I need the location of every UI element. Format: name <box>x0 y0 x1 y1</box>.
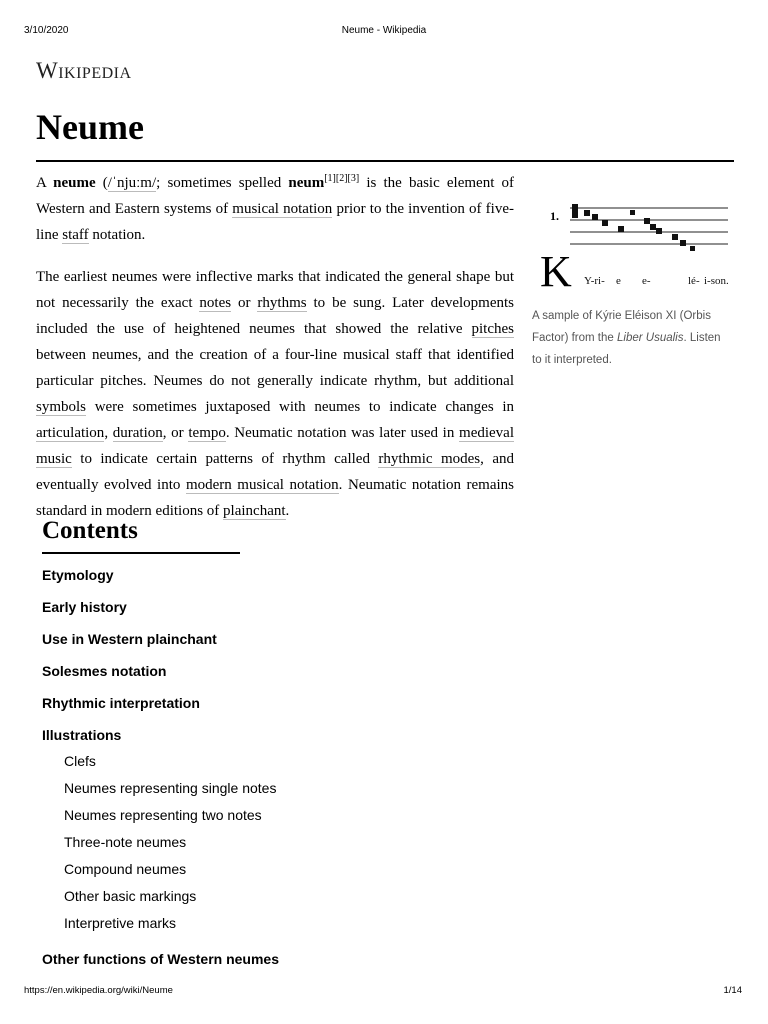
figure-caption: A sample of Kýrie Eléison XI (Orbis Factor) from the Liber Usualis. Listen to it interpreted. <box>532 310 721 366</box>
toc-item-use-in-western-plainchant[interactable]: Use in Western plainchant <box>42 631 217 647</box>
wikipedia-wordmark[interactable]: Wikipedia <box>36 58 132 83</box>
lyric-syllable: Y-ri- <box>584 275 605 287</box>
print-url: https://en.wikipedia.org/wiki/Neume <box>24 985 173 996</box>
article-body <box>36 170 514 540</box>
lyric-syllable: e <box>616 275 621 287</box>
print-date: 3/10/2020 <box>24 25 69 36</box>
toc-subitem-compound-neumes[interactable]: Compound neumes <box>64 861 187 877</box>
toc-item-solesmes-notation[interactable]: Solesmes notation <box>42 663 167 679</box>
link-articulation[interactable]: articulation <box>36 425 105 441</box>
toc-item-rhythmic-interpretation[interactable]: Rhythmic interpretation <box>42 695 200 711</box>
term-neum: neum <box>288 175 325 191</box>
link-pitches[interactable]: pitches <box>471 321 514 337</box>
toc-subitem-two-notes[interactable]: Neumes representing two notes <box>64 807 262 823</box>
contents-divider <box>42 552 240 554</box>
kyrie-figure <box>532 198 732 371</box>
intro-paragraph-1: A neume (/ˈnjuːm/; sometimes spelled neum[1][2][3] is the basic element of Western and Eastern systems of musical notation prior to the invention of five-line staff notation. <box>36 173 515 243</box>
chant-number: 1. <box>550 209 559 223</box>
toc-subitem-other-basic-markings[interactable]: Other basic markings <box>64 888 197 904</box>
lyric-syllable: lé- <box>688 275 700 287</box>
link-staff[interactable]: staff <box>62 227 89 243</box>
print-page-number: 1/14 <box>723 985 742 996</box>
contents-list <box>42 564 442 980</box>
caption-source: Liber Usualis <box>617 332 684 344</box>
ipa-link[interactable]: /ˈnjuːm/ <box>107 175 157 191</box>
toc-item-other-functions[interactable]: Other functions of Western neumes <box>42 951 279 967</box>
toc-subitem-single-notes[interactable]: Neumes representing single notes <box>64 780 277 796</box>
reference-links[interactable]: [1][2][3] <box>324 173 360 184</box>
link-plainchant[interactable]: plainchant <box>223 503 286 519</box>
lyric-syllable: e- <box>642 275 651 287</box>
title-divider <box>36 160 734 162</box>
link-musical-notation[interactable]: musical notation <box>232 201 333 217</box>
contents-title: Contents <box>42 517 138 544</box>
term-neume: neume <box>53 175 96 191</box>
table-of-contents <box>42 514 442 980</box>
chant-initial: K <box>540 247 572 296</box>
intro-paragraph-2: The earliest neumes were inflective marks that indicated the general shape but not necessarily the exact notes or rhythms to be sung. Later developments included the use of heightened neumes that showed the relative pitches between neumes, and the creation of a four-line musical staff that identified particular pitches. Neumes do not generally indicate rhythm, but additional symbols were sometimes juxtaposed with neumes to indicate changes in articulation, duration, or tempo. Neumatic notation was later used in medieval music to indicate certain patterns of rhythm called rhythmic modes, and eventually evolved into modern musical notation. Neumatic notation remains standard in modern editions of plainchant. <box>36 269 515 519</box>
toc-item-illustrations[interactable]: Illustrations <box>42 727 122 743</box>
lyric-syllable: i-son. <box>704 275 729 287</box>
toc-subitem-interpretive-marks[interactable]: Interpretive marks <box>64 915 177 931</box>
toc-item-etymology[interactable]: Etymology <box>42 567 114 583</box>
link-medieval-music[interactable]: medieval music <box>36 425 515 467</box>
link-duration[interactable]: duration <box>112 425 163 441</box>
page-title: Neume <box>36 107 144 147</box>
link-symbols[interactable]: symbols <box>36 399 87 415</box>
toc-subitem-three-note-neumes[interactable]: Three-note neumes <box>64 834 187 850</box>
print-page-title: Neume - Wikipedia <box>341 25 427 36</box>
toc-item-early-history[interactable]: Early history <box>42 599 127 615</box>
neume-staff-image[interactable] <box>532 198 732 296</box>
print-header <box>0 25 768 39</box>
link-notes[interactable]: notes <box>199 295 232 311</box>
link-rhythmic-modes[interactable]: rhythmic modes <box>378 451 481 467</box>
link-modern-musical-notation[interactable]: modern musical notation <box>185 477 339 493</box>
link-tempo[interactable]: tempo <box>188 425 226 441</box>
toc-subitem-clefs[interactable]: Clefs <box>64 753 96 769</box>
link-rhythms[interactable]: rhythms <box>257 295 307 311</box>
